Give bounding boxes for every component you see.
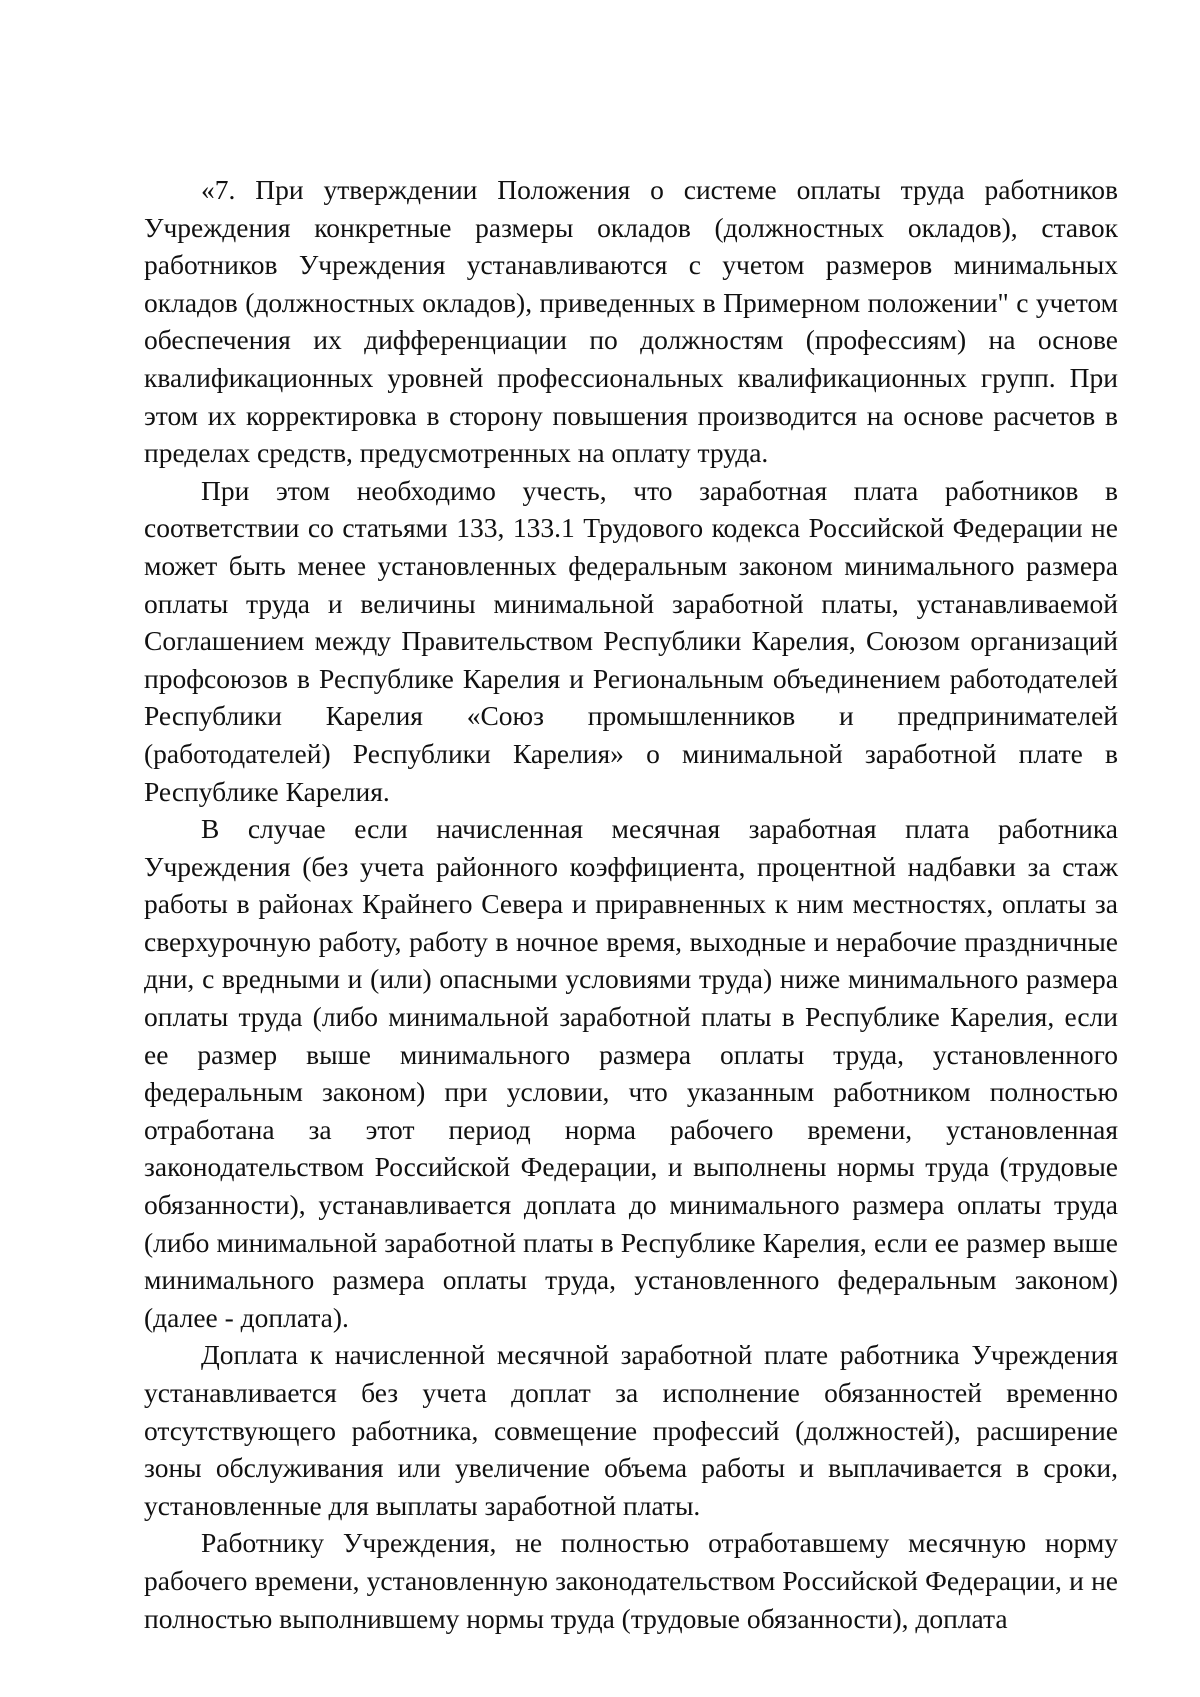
document-body — [144, 171, 1118, 1637]
paragraph-supplement-calculation: Доплата к начисленной месячной заработной плате работника Учреждения устанавливается без учета доплат за исполнение обязанностей временно отсутствующего работника, совмещение профессий (должностей), расширение зоны обслуживания или увеличение объема работы и выплачивается в сроки, установленные для выплаты заработной платы. — [144, 1339, 1118, 1521]
paragraph-minimum-wage-note: При этом необходимо учесть, что заработная плата работников в соответствии со статьями 133, 133.1 Трудового кодекса Российской Федерации не может быть менее установленных федеральным законом минимального размера оплаты труда и величины минимальной заработной платы, устанавливаемой Соглашением между Правительством Республики Карелия, Союзом организаций профсоюзов в Республике Карелия и Региональным объединением работодателей Республики Карелия «Союз промышленников и предпринимателей (работодателей) Республики Карелия» о минимальной заработной плате в Республике Карелия. — [144, 474, 1118, 807]
paragraph-item-7: «7. При утверждении Положения о системе оплаты труда работников Учреждения конкретные размеры окладов (должностных окладов), ставок работников Учреждения устанавливаются с учетом размеров минимальных окладов (должностных окладов), приведенных в Примерном положении" с учетом обеспечения их дифференциации по должностям (профессиям) на основе квалификационных уровней профессиональных квалификационных групп. При этом их корректировка в сторону повышения производится на основе расчетов в пределах средств, предусмотренных на оплату труда. — [144, 174, 1118, 469]
paragraph-supplement-condition: В случае если начисленная месячная заработная плата работника Учреждения (без учета районного коэффициента, процентной надбавки за стаж работы в районах Крайнего Севера и приравненных к ним местностях, оплаты за сверхурочную работу, работу в ночное время, выходные и нерабочие праздничные дни, с вредными и (или) опасными условиями труда) ниже минимального размера оплаты труда (либо минимальной заработной платы в Республике Карелия, если ее размер выше минимального размера оплаты труда, установленного федеральным законом) при условии, что указанным работником полностью отработана за этот период норма рабочего времени, установленная законодательством Российской Федерации, и выполнены нормы труда (трудовые обязанности), устанавливается доплата до минимального размера оплаты труда (либо минимальной заработной платы в Республике Карелия, если ее размер выше минимального размера оплаты труда, установленного федеральным законом) (далее - доплата). — [144, 813, 1118, 1333]
paragraph-partial-norm: Работнику Учреждения, не полностью отработавшему месячную норму рабочего времени, установленную законодательством Российской Федерации, и не полностью выполнившему нормы труда (трудовые обязанности), доплата — [144, 1527, 1118, 1634]
